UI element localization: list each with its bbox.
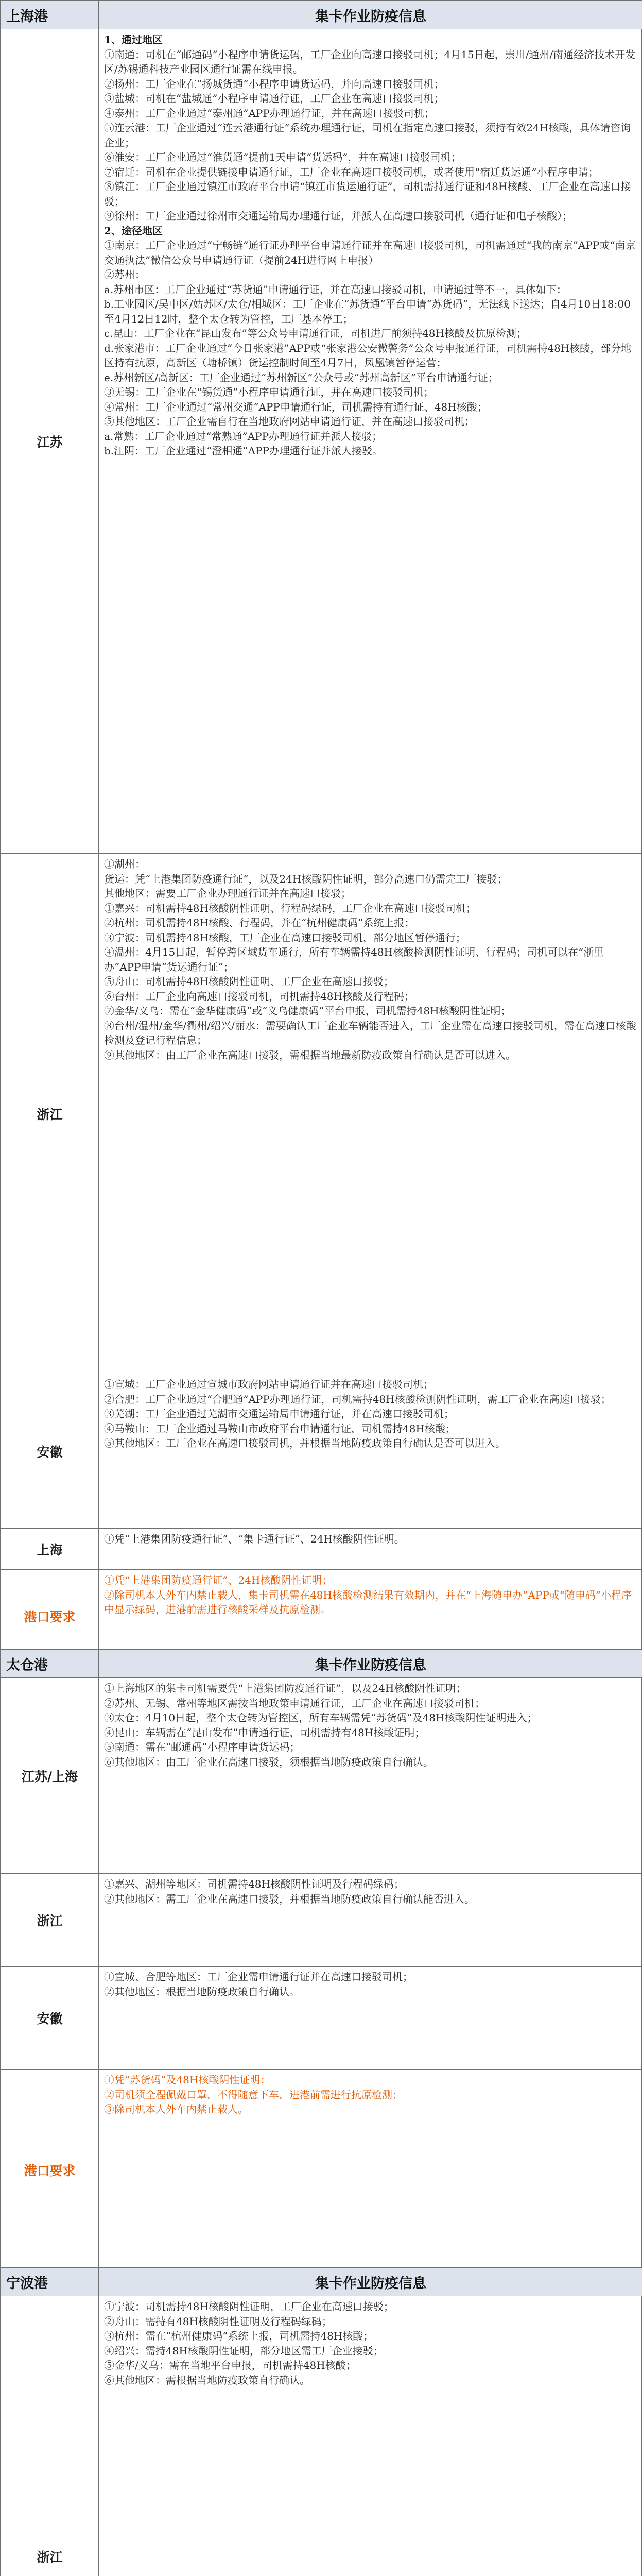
region-row <box>1 2070 642 2270</box>
info-line: ①嘉兴：司机需持48H核酸阴性证明、行程码绿码，工厂企业在高速口接驳司机； <box>104 902 476 914</box>
info-line: ③芜湖：工厂企业通过芜湖市交通运输局申请通行证，并在高速口接驳司机； <box>104 1408 454 1420</box>
info-line: ①湖州： <box>104 858 145 870</box>
info-line: ⑧镇江：工厂企业通过镇江市政府平台申请“镇江市货运通行证”，司机需持通行证和48H核酸、工厂企业在高速口接驳； <box>104 180 631 208</box>
region-label: 港口要求 <box>1 2070 99 2270</box>
info-line: ①凭“苏货码”及48H核酸阴性证明； <box>104 2074 271 2086</box>
section-header-row <box>1 1650 642 1678</box>
section-table <box>1 1649 642 2270</box>
info-line: ⑥台州：工厂企业向高速口接驳司机，司机需持48H核酸及行程码； <box>104 990 414 1003</box>
section-block <box>0 1649 642 2271</box>
info-line: ②除司机本人外车内禁止载人，集卡司机需在48H核酸检测结果有效期内，并在“上海随申办”APP或“随申码”小程序中显示绿码，进港前需进行核酸采样及抗原检测。 <box>104 1588 632 1616</box>
column-title: 集卡作业防疫信息 <box>99 1 642 29</box>
info-line: ④常州：工厂企业通过“常州交通”APP申请通行证，司机需持有通行证、48H核酸； <box>104 400 488 413</box>
info-line: ②苏州： <box>104 268 145 281</box>
group-title: 1、通过地区 <box>104 33 163 46</box>
info-line: ⑦宿迁：司机在企业提供链接申请通行证，工厂企业在高速口接驳司机，或者使用“宿迁货运通”小程序申请； <box>104 165 599 178</box>
info-line: ④绍兴：需持48H核酸阴性证明，部分地区需工厂企业接驳； <box>104 2344 384 2357</box>
region-content <box>99 2296 642 2576</box>
section-title: 宁波港 <box>1 2268 99 2296</box>
info-line: ②其他地区：需工厂企业在高速口接驳，并根据当地防疫政策自行确认能否进入。 <box>104 1892 475 1905</box>
info-line: ①南京：工厂企业通过“宁畅链”通行证办理平台申请通行证并在高速口接驳司机，司机需通过“我的南京”APP或“南京交通执法”微信公众号申请通行证（提前24H进行网上申报） <box>104 239 636 266</box>
info-line: a.苏州市区：工厂企业通过“苏货通”申请通行证，并在高速口接驳司机，申请通过等不一，具体如下： <box>104 283 567 296</box>
info-line: ②杭州：司机需持48H核酸、行程码，并在“杭州健康码”系统上报； <box>104 917 415 929</box>
info-line: ⑨徐州：工厂企业通过徐州市交通运输局办理通行证，并派人在高速口接驳司机（通行证和电子核酸）； <box>104 210 572 222</box>
region-label: 上海 <box>1 1529 99 1570</box>
info-line: ②舟山：需持有48H核酸阴性证明及行程码绿码； <box>104 2315 332 2328</box>
column-title: 集卡作业防疫信息 <box>99 1650 642 1678</box>
info-line: ⑥其他地区：由工厂企业在高速口接驳，须根据当地防疫政策自行确认。 <box>104 1755 433 1768</box>
region-row <box>1 1374 642 1529</box>
info-line: ⑤连云港：工厂企业通过“连云港通行证”系统办理通行证，司机在指定高速口接驳，须持有效24H核酸，具体请咨询企业； <box>104 122 631 149</box>
info-line: 其他地区：需要工厂企业办理通行证并在高速口接驳； <box>104 887 351 900</box>
region-row <box>1 29 642 854</box>
region-row <box>1 854 642 1374</box>
info-line: ③宁波：司机需持48H核酸，工厂企业在高速口接驳司机，部分地区暂停通行； <box>104 931 466 944</box>
section-table <box>1 1 642 1663</box>
section-block <box>0 2267 642 2576</box>
region-label: 浙江 <box>1 2296 99 2576</box>
info-line: ②其他地区：根据当地防疫政策自行确认。 <box>104 1985 300 1998</box>
info-line: ③无锡：工厂企业在“锡货通”小程序申请通行证，并在高速口接驳司机； <box>104 386 434 398</box>
info-line: ①嘉兴、湖州等地区：司机需持48H核酸阴性证明及行程码绿码； <box>104 1878 404 1890</box>
info-line: ①上海地区的集卡司机需要凭“上港集团防疫通行证”，以及24H核酸阴性证明； <box>104 1682 466 1694</box>
info-line: d.张家港市：工厂企业通过“今日张家港”APP或“张家港公安微警务”公众号申报通行证，司机需持48H核酸，部分地区持有抗原，高新区（塘桥镇）货运控制时间至4月7日，凤凰镇暂停运营； <box>104 342 632 369</box>
info-line: a.常熟：工厂企业通过“常熟通”APP办理通行证并派人接驳； <box>104 430 383 443</box>
info-line: ⑤其他地区：工厂企业在高速口接驳司机，并根据当地防疫政策自行确认是否可以进入。 <box>104 1437 506 1449</box>
region-row <box>1 2296 642 2576</box>
info-line: ⑥其他地区：需根据当地防疫政策自行确认。 <box>104 2374 310 2386</box>
info-line: ⑤金华/义乌：需在当地平台申报，司机需持48H核酸； <box>104 2359 356 2371</box>
info-line: ④温州：4月15日起，暂停跨区域货车通行，所有车辆需持48H核酸检测阴性证明、行程码；司机可以在“浙里办”APP申请“货运通行证”； <box>104 946 604 973</box>
region-label: 江苏/上海 <box>1 1678 99 1874</box>
region-label: 安徽 <box>1 1374 99 1529</box>
info-line: ②合肥：工厂企业通过“合肥通”APP办理通行证，司机需持48H核酸检测阴性证明，需工厂企业在高速口接驳； <box>104 1393 611 1405</box>
info-line: ①南通：司机在“邮通码”小程序申请货运码，工厂企业向高速口接驳司机；4月15日起，崇川/通州/南通经济技术开发区/苏锡通科技产业园区通行证需在线申报。 <box>104 48 636 75</box>
info-line: ①宁波：司机需持48H核酸阴性证明，工厂企业在高速口接驳； <box>104 2300 394 2313</box>
region-row <box>1 1874 642 1967</box>
region-content <box>99 2070 642 2270</box>
info-line: ④马鞍山：工厂企业通过马鞍山市政府平台申请通行证，司机需持48H核酸； <box>104 1422 456 1435</box>
info-line: ⑤舟山：司机需持48H核酸阴性证明、工厂企业在高速口接驳； <box>104 975 394 988</box>
info-line: ②苏州、无锡、常州等地区需按当地政策申请通行证，工厂企业在高速口接驳司机； <box>104 1697 485 1709</box>
region-content <box>99 29 642 854</box>
column-title: 集卡作业防疫信息 <box>99 2268 642 2296</box>
info-line: ④泰州：工厂企业通过“泰州通”APP办理通行证，并在高速口接驳司机； <box>104 107 435 120</box>
region-label: 港口要求 <box>1 1570 99 1663</box>
region-label: 浙江 <box>1 854 99 1374</box>
info-line: ①凭“上港集团防疫通行证”、24H核酸阴性证明； <box>104 1574 333 1586</box>
section-header-row <box>1 1 642 29</box>
region-content <box>99 854 642 1374</box>
info-line: e.苏州新区/高新区：工厂企业通过“苏州新区”公众号或“苏州高新区”平台申请通行证； <box>104 371 498 384</box>
info-line: ①凭“上港集团防疫通行证”、“集卡通行证”、24H核酸阴性证明。 <box>104 1533 405 1545</box>
info-line: b.工业园区/吴中区/姑苏区/太仓/相城区：工厂企业在“苏货通”平台申请“苏货码”，无法线下送达；自4月10日18:00至4月12日12时，整个太仓转为管控，工厂基本停工； <box>104 298 631 325</box>
section-header-row <box>1 2268 642 2296</box>
region-content <box>99 1529 642 1570</box>
group-title: 2、途径地区 <box>104 224 163 237</box>
info-line: ③盐城：司机在“盐城通”小程序申请通行证，工厂企业在高速口接驳司机； <box>104 92 444 105</box>
region-row <box>1 1678 642 1874</box>
info-line: ③除司机本人外车内禁止载人。 <box>104 2103 248 2115</box>
info-line: ③杭州：需在“杭州健康码”系统上报，司机需持48H核酸； <box>104 2330 374 2342</box>
region-content <box>99 1374 642 1529</box>
info-line: c.昆山：工厂企业在“昆山发布”等公众号申请通行证，司机进厂前须持48H核酸及抗原检测； <box>104 327 527 340</box>
region-label: 江苏 <box>1 29 99 854</box>
info-line: ③太仓：4月10日起，整个太仓转为管控区，所有车辆需凭“苏货码”及48H核酸阴性证明进入； <box>104 1711 537 1724</box>
region-row <box>1 1967 642 2070</box>
region-row <box>1 1529 642 1570</box>
info-line: ①宣城：工厂企业通过宣城市政府网站申请通行证并在高速口接驳司机； <box>104 1378 433 1391</box>
section-title: 上海港 <box>1 1 99 29</box>
region-content <box>99 1874 642 1967</box>
region-label: 浙江 <box>1 1874 99 1967</box>
info-line: ⑥淮安：工厂企业通过“淮货通”提前1天申请“货运码”，并在高速口接驳司机； <box>104 151 461 163</box>
info-line: ②司机须全程佩戴口罩，不得随意下车，进港前需进行抗原检测； <box>104 2088 403 2101</box>
info-line: ②扬州：工厂企业在“扬城货通”小程序申请货运码，并向高速口接驳司机； <box>104 77 444 90</box>
info-line: b.江阴：工厂企业通过“澄相通”APP办理通行证并派人接驳。 <box>104 445 383 457</box>
info-line: ⑦金华/义乌：需在“金华健康码”或“义乌健康码”平台申报，司机需持48H核酸阴性证明； <box>104 1005 511 1017</box>
info-line: ⑤其他地区：工厂企业需自行在当地政府网站申请通行证，并在高速口接驳司机； <box>104 415 475 428</box>
info-line: ⑧台州/温州/金华/衢州/绍兴/丽水：需要确认工厂企业车辆能否进入，工厂企业需在高速口接驳司机，需在高速口核酸检测及登记行程信息； <box>104 1019 636 1046</box>
section-title: 太仓港 <box>1 1650 99 1678</box>
info-line: 货运：凭“上港集团防疫通行证”，以及24H核酸阴性证明，部分高速口仍需完工厂接驳； <box>104 872 508 885</box>
region-content <box>99 1678 642 1874</box>
info-line: ④昆山：车辆需在“昆山发布”申请通行证，司机需持有48H核酸证明； <box>104 1726 425 1739</box>
region-label: 安徽 <box>1 1967 99 2070</box>
info-line: ①宣城、合肥等地区：工厂企业需申请通行证并在高速口接驳司机； <box>104 1971 413 1983</box>
section-table <box>1 2267 642 2576</box>
info-line: ⑨其他地区：由工厂企业在高速口接驳，需根据当地最新防疫政策自行确认是否可以进入。 <box>104 1048 516 1061</box>
info-line: ⑤南通：需在“邮通码”小程序申请货运码； <box>104 1741 300 1753</box>
region-content <box>99 1967 642 2070</box>
